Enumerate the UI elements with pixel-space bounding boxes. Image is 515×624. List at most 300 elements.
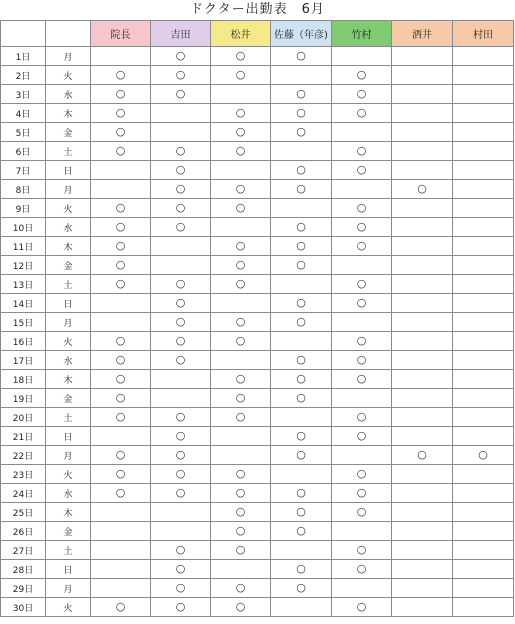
- day-cell: 3日: [1, 85, 46, 104]
- page-title: ドクター出勤表 6月: [190, 2, 325, 17]
- weekday-cell: 火: [46, 199, 91, 218]
- attendance-mark-icon: ○: [175, 182, 186, 195]
- schedule-cell: [271, 389, 332, 408]
- attendance-mark-icon: ○: [356, 372, 367, 385]
- attendance-mark-icon: ○: [235, 277, 246, 290]
- schedule-cell: [271, 199, 332, 218]
- weekday-cell: 火: [46, 332, 91, 351]
- schedule-cell: [453, 142, 514, 161]
- table-row: [1, 218, 514, 237]
- schedule-cell: [91, 579, 151, 598]
- attendance-mark-icon: ○: [235, 125, 246, 138]
- attendance-mark-icon: ○: [356, 486, 367, 499]
- table-row: [1, 522, 514, 541]
- weekday-cell: 月: [46, 579, 91, 598]
- schedule-cell: [151, 199, 211, 218]
- schedule-cell: [453, 389, 514, 408]
- attendance-mark-icon: ○: [296, 562, 306, 575]
- schedule-cell: [332, 484, 392, 503]
- table-row: [1, 598, 514, 617]
- attendance-mark-icon: ○: [356, 505, 367, 518]
- schedule-cell: [211, 351, 271, 370]
- schedule-cell: [332, 522, 392, 541]
- schedule-cell: [453, 560, 514, 579]
- schedule-cell: [211, 237, 271, 256]
- attendance-mark-icon: ○: [115, 125, 126, 138]
- schedule-cell: [453, 446, 514, 465]
- schedule-cell: [211, 142, 271, 161]
- schedule-cell: [453, 218, 514, 237]
- schedule-cell: [392, 332, 453, 351]
- attendance-mark-icon: ○: [115, 220, 126, 233]
- day-cell: 2日: [1, 66, 46, 85]
- attendance-mark-icon: ○: [296, 106, 306, 119]
- schedule-cell: [211, 47, 271, 66]
- attendance-mark-icon: ○: [175, 543, 186, 556]
- attendance-mark-icon: ○: [296, 391, 306, 404]
- attendance-mark-icon: ○: [175, 353, 186, 366]
- schedule-cell: [392, 484, 453, 503]
- attendance-mark-icon: ○: [175, 562, 186, 575]
- schedule-cell: [211, 256, 271, 275]
- attendance-mark-icon: ○: [235, 524, 246, 537]
- table-row: [1, 142, 514, 161]
- table-row: [1, 541, 514, 560]
- schedule-cell: [453, 522, 514, 541]
- schedule-cell: [453, 123, 514, 142]
- schedule-cell: [392, 218, 453, 237]
- attendance-mark-icon: ○: [115, 391, 126, 404]
- schedule-cell: [332, 123, 392, 142]
- attendance-mark-icon: ○: [115, 448, 126, 461]
- attendance-mark-icon: ○: [296, 372, 306, 385]
- attendance-mark-icon: ○: [356, 562, 367, 575]
- weekday-cell: 金: [46, 389, 91, 408]
- schedule-cell: [332, 104, 392, 123]
- table-row: [1, 579, 514, 598]
- schedule-cell: [271, 598, 332, 617]
- weekday-cell: 金: [46, 256, 91, 275]
- attendance-mark-icon: ○: [235, 144, 246, 157]
- schedule-cell: [392, 294, 453, 313]
- attendance-mark-icon: ○: [356, 201, 367, 214]
- schedule-cell: [453, 161, 514, 180]
- schedule-cell: [271, 275, 332, 294]
- schedule-cell: [453, 332, 514, 351]
- doctor-column-header: 松井: [211, 21, 271, 47]
- weekday-cell: 土: [46, 408, 91, 427]
- doctor-column-header: 吉田: [151, 21, 211, 47]
- weekday-cell: 月: [46, 47, 91, 66]
- schedule-cell: [271, 332, 332, 351]
- day-cell: 13日: [1, 275, 46, 294]
- attendance-mark-icon: ○: [115, 600, 126, 613]
- attendance-mark-icon: ○: [115, 201, 126, 214]
- schedule-cell: [453, 256, 514, 275]
- schedule-cell: [453, 465, 514, 484]
- schedule-cell: [332, 579, 392, 598]
- attendance-mark-icon: ○: [115, 106, 126, 119]
- table-row: [1, 123, 514, 142]
- schedule-cell: [271, 85, 332, 104]
- weekday-cell: 土: [46, 541, 91, 560]
- schedule-cell: [91, 256, 151, 275]
- day-cell: 25日: [1, 503, 46, 522]
- schedule-cell: [332, 332, 392, 351]
- schedule-cell: [453, 47, 514, 66]
- schedule-cell: [91, 446, 151, 465]
- schedule-cell: [271, 47, 332, 66]
- attendance-mark-icon: ○: [296, 448, 306, 461]
- schedule-cell: [453, 199, 514, 218]
- schedule-cell: [151, 313, 211, 332]
- schedule-cell: [151, 446, 211, 465]
- attendance-mark-icon: ○: [175, 600, 186, 613]
- schedule-cell: [91, 104, 151, 123]
- schedule-cell: [211, 123, 271, 142]
- schedule-cell: [271, 313, 332, 332]
- day-cell: 9日: [1, 199, 46, 218]
- schedule-cell: [211, 579, 271, 598]
- attendance-mark-icon: ○: [356, 68, 367, 81]
- attendance-mark-icon: ○: [356, 353, 367, 366]
- schedule-cell: [392, 104, 453, 123]
- attendance-mark-icon: ○: [175, 220, 186, 233]
- schedule-cell: [332, 180, 392, 199]
- table-row: [1, 85, 514, 104]
- schedule-cell: [151, 256, 211, 275]
- day-cell: 18日: [1, 370, 46, 389]
- schedule-cell: [332, 408, 392, 427]
- schedule-cell: [392, 560, 453, 579]
- attendance-mark-icon: ○: [175, 315, 186, 328]
- schedule-cell: [271, 66, 332, 85]
- schedule-cell: [151, 218, 211, 237]
- day-cell: 5日: [1, 123, 46, 142]
- schedule-cell: [392, 180, 453, 199]
- table-row: [1, 237, 514, 256]
- schedule-cell: [211, 104, 271, 123]
- table-row: [1, 294, 514, 313]
- schedule-cell: [453, 85, 514, 104]
- day-cell: 29日: [1, 579, 46, 598]
- weekday-cell: 木: [46, 370, 91, 389]
- schedule-cell: [271, 503, 332, 522]
- weekday-cell: 金: [46, 123, 91, 142]
- attendance-mark-icon: ○: [115, 353, 126, 366]
- schedule-cell: [453, 275, 514, 294]
- schedule-cell: [392, 313, 453, 332]
- attendance-mark-icon: ○: [235, 467, 246, 480]
- schedule-cell: [392, 427, 453, 446]
- attendance-mark-icon: ○: [115, 486, 126, 499]
- weekday-cell: 木: [46, 104, 91, 123]
- schedule-cell: [151, 560, 211, 579]
- schedule-cell: [332, 275, 392, 294]
- attendance-mark-icon: ○: [175, 87, 186, 100]
- doctor-column-header: 佐藤（年彦): [271, 21, 332, 47]
- schedule-cell: [91, 123, 151, 142]
- schedule-cell: [453, 503, 514, 522]
- schedule-cell: [151, 275, 211, 294]
- schedule-cell: [211, 294, 271, 313]
- schedule-cell: [91, 541, 151, 560]
- day-cell: 6日: [1, 142, 46, 161]
- attendance-mark-icon: ○: [356, 334, 367, 347]
- weekday-cell: 日: [46, 161, 91, 180]
- weekday-cell: 日: [46, 294, 91, 313]
- schedule-cell: [271, 465, 332, 484]
- table-row: [1, 66, 514, 85]
- schedule-cell: [392, 256, 453, 275]
- schedule-cell: [392, 579, 453, 598]
- schedule-cell: [91, 85, 151, 104]
- schedule-cell: [332, 313, 392, 332]
- day-cell: 11日: [1, 237, 46, 256]
- day-cell: 20日: [1, 408, 46, 427]
- attendance-mark-icon: ○: [115, 334, 126, 347]
- schedule-cell: [151, 408, 211, 427]
- table-row: [1, 313, 514, 332]
- attendance-mark-icon: ○: [115, 277, 126, 290]
- schedule-cell: [91, 237, 151, 256]
- schedule-cell: [271, 484, 332, 503]
- attendance-mark-icon: ○: [296, 125, 306, 138]
- day-cell: 28日: [1, 560, 46, 579]
- schedule-cell: [392, 389, 453, 408]
- schedule-cell: [211, 465, 271, 484]
- schedule-cell: [271, 123, 332, 142]
- schedule-cell: [453, 294, 514, 313]
- schedule-cell: [91, 161, 151, 180]
- attendance-mark-icon: ○: [115, 372, 126, 385]
- schedule-cell: [392, 446, 453, 465]
- weekday-cell: 水: [46, 85, 91, 104]
- attendance-mark-icon: ○: [235, 315, 246, 328]
- schedule-cell: [211, 161, 271, 180]
- schedule-cell: [151, 294, 211, 313]
- attendance-mark-icon: ○: [417, 182, 427, 195]
- attendance-mark-icon: ○: [235, 543, 246, 556]
- table-body: [1, 47, 514, 617]
- weekday-cell: 月: [46, 446, 91, 465]
- schedule-cell: [332, 465, 392, 484]
- schedule-cell: [271, 541, 332, 560]
- weekday-cell: 水: [46, 218, 91, 237]
- schedule-cell: [271, 446, 332, 465]
- day-cell: 26日: [1, 522, 46, 541]
- schedule-cell: [211, 541, 271, 560]
- weekday-cell: 金: [46, 522, 91, 541]
- attendance-mark-icon: ○: [356, 239, 367, 252]
- schedule-cell: [453, 541, 514, 560]
- schedule-cell: [91, 218, 151, 237]
- day-cell: 10日: [1, 218, 46, 237]
- attendance-mark-icon: ○: [356, 277, 367, 290]
- schedule-cell: [392, 351, 453, 370]
- attendance-mark-icon: ○: [296, 315, 306, 328]
- day-cell: 12日: [1, 256, 46, 275]
- attendance-mark-icon: ○: [175, 296, 186, 309]
- schedule-cell: [332, 256, 392, 275]
- schedule-cell: [453, 104, 514, 123]
- schedule-cell: [453, 484, 514, 503]
- schedule-cell: [332, 66, 392, 85]
- day-cell: 24日: [1, 484, 46, 503]
- attendance-mark-icon: ○: [235, 68, 246, 81]
- attendance-mark-icon: ○: [235, 505, 246, 518]
- schedule-cell: [211, 484, 271, 503]
- table-row: [1, 465, 514, 484]
- schedule-cell: [332, 85, 392, 104]
- schedule-cell: [151, 484, 211, 503]
- table-row: [1, 389, 514, 408]
- table-row: [1, 484, 514, 503]
- schedule-cell: [392, 237, 453, 256]
- schedule-cell: [211, 503, 271, 522]
- table-row: [1, 408, 514, 427]
- schedule-cell: [392, 275, 453, 294]
- schedule-cell: [271, 180, 332, 199]
- schedule-cell: [332, 560, 392, 579]
- attendance-mark-icon: ○: [175, 277, 186, 290]
- attendance-mark-icon: ○: [175, 163, 186, 176]
- attendance-mark-icon: ○: [235, 49, 246, 62]
- weekday-cell: 日: [46, 427, 91, 446]
- schedule-cell: [91, 598, 151, 617]
- schedule-cell: [332, 199, 392, 218]
- day-cell: 1日: [1, 47, 46, 66]
- schedule-cell: [271, 104, 332, 123]
- schedule-cell: [91, 389, 151, 408]
- table-row: [1, 47, 514, 66]
- attendance-mark-icon: ○: [235, 106, 246, 119]
- attendance-mark-icon: ○: [115, 258, 126, 271]
- weekday-cell: 月: [46, 180, 91, 199]
- table-row: [1, 199, 514, 218]
- schedule-cell: [332, 237, 392, 256]
- schedule-cell: [453, 579, 514, 598]
- doctor-column-header: 竹村: [332, 21, 392, 47]
- schedule-cell: [211, 313, 271, 332]
- schedule-cell: [211, 66, 271, 85]
- table-row: [1, 275, 514, 294]
- schedule-table: [0, 20, 514, 617]
- schedule-cell: [151, 427, 211, 446]
- schedule-cell: [151, 161, 211, 180]
- weekday-cell: 水: [46, 484, 91, 503]
- schedule-cell: [332, 294, 392, 313]
- schedule-cell: [332, 142, 392, 161]
- schedule-cell: [392, 66, 453, 85]
- attendance-mark-icon: ○: [296, 163, 306, 176]
- schedule-cell: [392, 598, 453, 617]
- attendance-mark-icon: ○: [175, 334, 186, 347]
- schedule-cell: [392, 503, 453, 522]
- schedule-cell: [91, 351, 151, 370]
- attendance-mark-icon: ○: [235, 391, 246, 404]
- header-day-cell: [1, 21, 46, 47]
- schedule-cell: [151, 66, 211, 85]
- table-row: [1, 370, 514, 389]
- schedule-cell: [211, 560, 271, 579]
- weekday-cell: 水: [46, 351, 91, 370]
- doctor-column-header: 酒井: [392, 21, 453, 47]
- schedule-cell: [211, 332, 271, 351]
- attendance-mark-icon: ○: [235, 201, 246, 214]
- weekday-cell: 火: [46, 598, 91, 617]
- schedule-cell: [151, 389, 211, 408]
- schedule-cell: [271, 142, 332, 161]
- schedule-cell: [392, 142, 453, 161]
- schedule-cell: [151, 522, 211, 541]
- weekday-cell: 木: [46, 503, 91, 522]
- header-row: [1, 21, 514, 47]
- schedule-cell: [211, 522, 271, 541]
- attendance-mark-icon: ○: [296, 486, 306, 499]
- schedule-cell: [392, 408, 453, 427]
- attendance-mark-icon: ○: [356, 410, 367, 423]
- attendance-mark-icon: ○: [296, 581, 306, 594]
- attendance-mark-icon: ○: [417, 448, 427, 461]
- schedule-cell: [271, 522, 332, 541]
- weekday-cell: 日: [46, 560, 91, 579]
- attendance-mark-icon: ○: [175, 68, 186, 81]
- schedule-cell: [91, 370, 151, 389]
- table-header: [1, 21, 514, 47]
- schedule-cell: [332, 47, 392, 66]
- header-weekday-cell: [46, 21, 91, 47]
- attendance-mark-icon: ○: [356, 106, 367, 119]
- schedule-cell: [91, 465, 151, 484]
- schedule-cell: [271, 294, 332, 313]
- schedule-cell: [211, 427, 271, 446]
- schedule-cell: [271, 161, 332, 180]
- doctor-column-header: 院長: [91, 21, 151, 47]
- attendance-mark-icon: ○: [235, 334, 246, 347]
- attendance-mark-icon: ○: [115, 239, 126, 252]
- attendance-mark-icon: ○: [296, 353, 306, 366]
- schedule-cell: [151, 142, 211, 161]
- schedule-cell: [392, 522, 453, 541]
- weekday-cell: 月: [46, 313, 91, 332]
- table-row: [1, 351, 514, 370]
- attendance-mark-icon: ○: [296, 258, 306, 271]
- attendance-mark-icon: ○: [235, 239, 246, 252]
- attendance-mark-icon: ○: [235, 581, 246, 594]
- attendance-mark-icon: ○: [175, 486, 186, 499]
- weekday-cell: 土: [46, 275, 91, 294]
- attendance-mark-icon: ○: [356, 429, 367, 442]
- attendance-mark-icon: ○: [296, 524, 306, 537]
- attendance-mark-icon: ○: [235, 486, 246, 499]
- attendance-mark-icon: ○: [356, 467, 367, 480]
- schedule-cell: [453, 66, 514, 85]
- attendance-mark-icon: ○: [356, 87, 367, 100]
- attendance-mark-icon: ○: [175, 410, 186, 423]
- schedule-cell: [211, 408, 271, 427]
- schedule-cell: [91, 408, 151, 427]
- attendance-mark-icon: ○: [175, 201, 186, 214]
- schedule-cell: [151, 541, 211, 560]
- table-row: [1, 446, 514, 465]
- weekday-cell: 火: [46, 66, 91, 85]
- schedule-cell: [271, 408, 332, 427]
- day-cell: 21日: [1, 427, 46, 446]
- attendance-mark-icon: ○: [115, 144, 126, 157]
- table-row: [1, 256, 514, 275]
- attendance-mark-icon: ○: [115, 87, 126, 100]
